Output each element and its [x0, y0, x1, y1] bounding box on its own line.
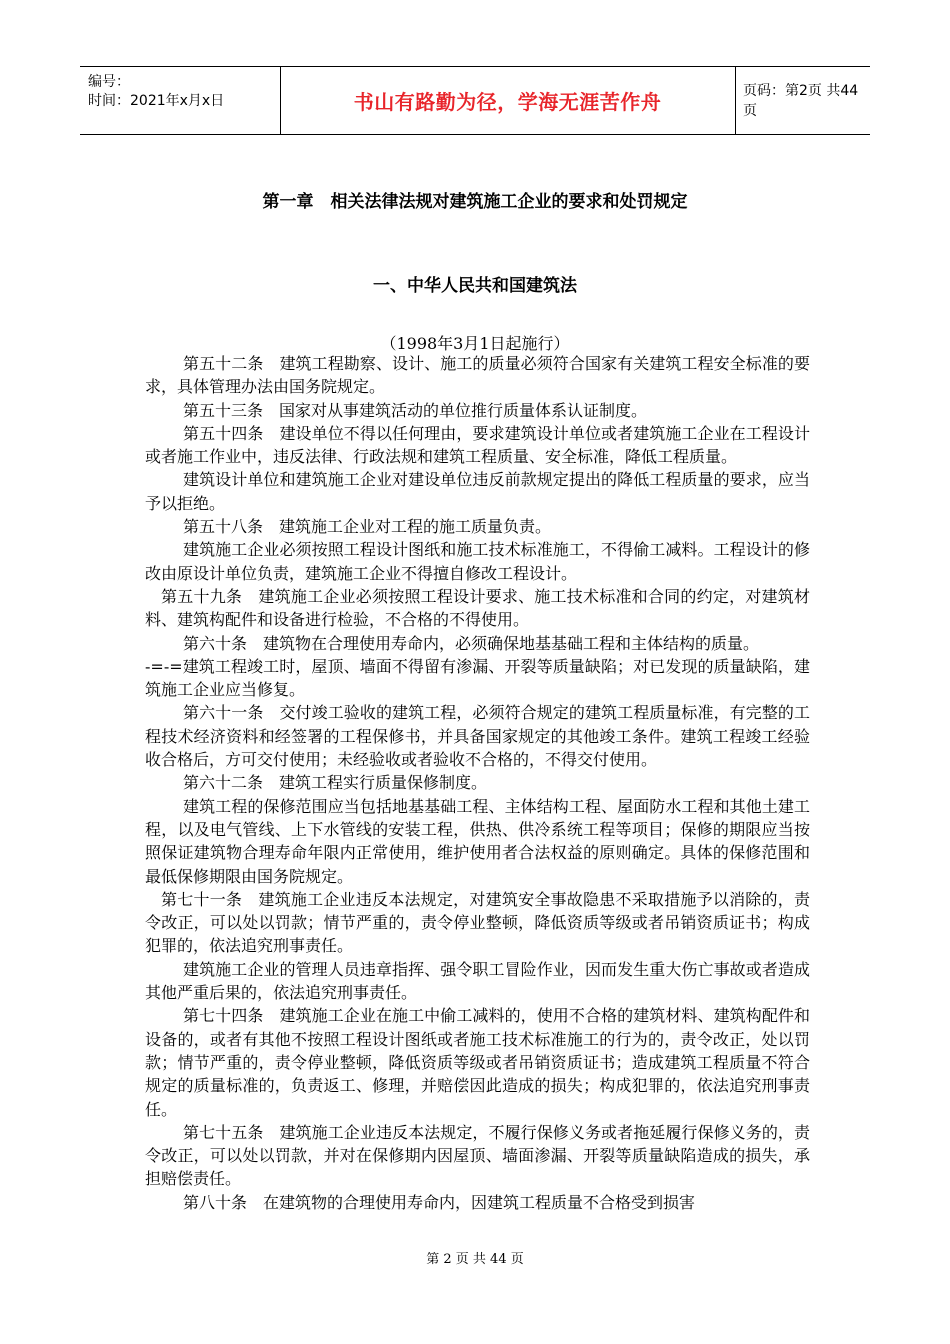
paragraph: 第五十四条 建设单位不得以任何理由，要求建筑设计单位或者建筑施工企业在工程设计或者施工作业中，违反法律、行政法规和建筑工程质量、安全标准，降低工程质量。 [145, 423, 810, 467]
effective-date: （1998年3月1日起施行） [380, 334, 570, 353]
document-body [145, 352, 810, 1214]
paragraph: 第五十八条 建筑施工企业对工程的施工质量负责。 [183, 517, 552, 537]
paragraph: 建筑工程的保修范围应当包括地基基础工程、主体结构工程、屋面防水工程和其他土建工程，以及电气管线、上下水管线的安装工程，供热、供冷系统工程等项目；保修的期限应当按照保证建筑物合理寿命年限内正常使用，维护使用者合法权益的原则确定。具体的保修范围和最低保修期限由国务院规定。 [145, 796, 810, 886]
paragraph: 第八十条 在建筑物的合理使用寿命内，因建筑工程质量不合格受到损害 [183, 1192, 696, 1212]
header-page-cell [735, 67, 870, 134]
paragraph: 第七十一条 建筑施工企业违反本法规定，对建筑安全事故隐患不采取措施予以消除的，责令改正，可以处以罚款；情节严重的，责令停业整顿，降低资质等级或者吊销资质证书；构成犯罪的，依法追究刑事责任。 [145, 889, 810, 956]
header-meta-cell [80, 67, 281, 134]
paragraph: 第六十条 建筑物在合理使用寿命内，必须确保地基基础工程和主体结构的质量。 [183, 633, 760, 653]
paragraph: 第五十二条 建筑工程勘察、设计、施工的质量必须符合国家有关建筑工程安全标准的要求，具体管理办法由国务院规定。 [145, 354, 810, 397]
paragraph: 第七十五条 建筑施工企业违反本法规定，不履行保修义务或者拖延履行保修义务的，责令改正，可以处以罚款，并对在保修期内因屋顶、墙面渗漏、开裂等质量缺陷造成的损失，承担赔偿责任。 [145, 1122, 810, 1189]
header-motto-cell [280, 67, 736, 134]
paragraph: 建筑设计单位和建筑施工企业对建设单位违反前款规定提出的降低工程质量的要求，应当予以拒绝。 [145, 470, 810, 513]
page-label: 页码：第2页 共44页 [743, 82, 859, 119]
section-title: 一、中华人民共和国建筑法 [373, 276, 577, 296]
page-footer: 第 2 页 共 44 页 [426, 1252, 524, 1267]
time-label: 时间：2021年x月x日 [88, 93, 225, 109]
paragraph: 第六十二条 建筑工程实行质量保修制度。 [183, 773, 488, 793]
paragraph: 第五十九条 建筑施工企业必须按照工程设计要求、施工技术标准和合同的约定，对建筑材料、建筑构配件和设备进行检验，不合格的不得使用。 [145, 586, 810, 630]
motto-text: 书山有路勤为径，学海无涯苦作舟 [353, 90, 662, 114]
paragraph: 建筑施工企业的管理人员违章指挥、强令职工冒险作业，因而发生重大伤亡事故或者造成其他严重后果的，依法追究刑事责任。 [145, 959, 810, 1003]
page-header [80, 66, 870, 135]
paragraph: 建筑施工企业必须按照工程设计图纸和施工技术标准施工，不得偷工减料。工程设计的修改由原设计单位负责，建筑施工企业不得擅自修改工程设计。 [145, 540, 810, 583]
paragraph: -=-=建筑工程竣工时，屋顶、墙面不得留有渗漏、开裂等质量缺陷；对已发现的质量缺陷，建筑施工企业应当修复。 [145, 656, 810, 700]
paragraph: 第五十三条 国家对从事建筑活动的单位推行质量体系认证制度。 [183, 400, 648, 420]
paragraph: 第七十四条 建筑施工企业在施工中偷工减料的，使用不合格的建筑材料、建筑构配件和设备的，或者有其他不按照工程设计图纸或者施工技术标准施工的行为的，责令改正，处以罚款；情节严重的，责令停业整顿，降低资质等级或者吊销资质证书；造成建筑工程质量不符合规定的质量标准的，负责返工、修理，并赔偿因此造成的损失；构成犯罪的，依法追究刑事责任。 [145, 1006, 810, 1119]
number-label: 编号： [88, 74, 130, 90]
paragraph: 第六十一条 交付竣工验收的建筑工程，必须符合规定的建筑工程质量标准，有完整的工程技术经济资料和经签署的工程保修书，并具备国家规定的其他竣工条件。建筑工程竣工经验收合格后，方可交付使用；未经验收或者验收不合格的，不得交付使用。 [145, 703, 810, 770]
chapter-title: 第一章 相关法律法规对建筑施工企业的要求和处罚规定 [262, 192, 688, 212]
